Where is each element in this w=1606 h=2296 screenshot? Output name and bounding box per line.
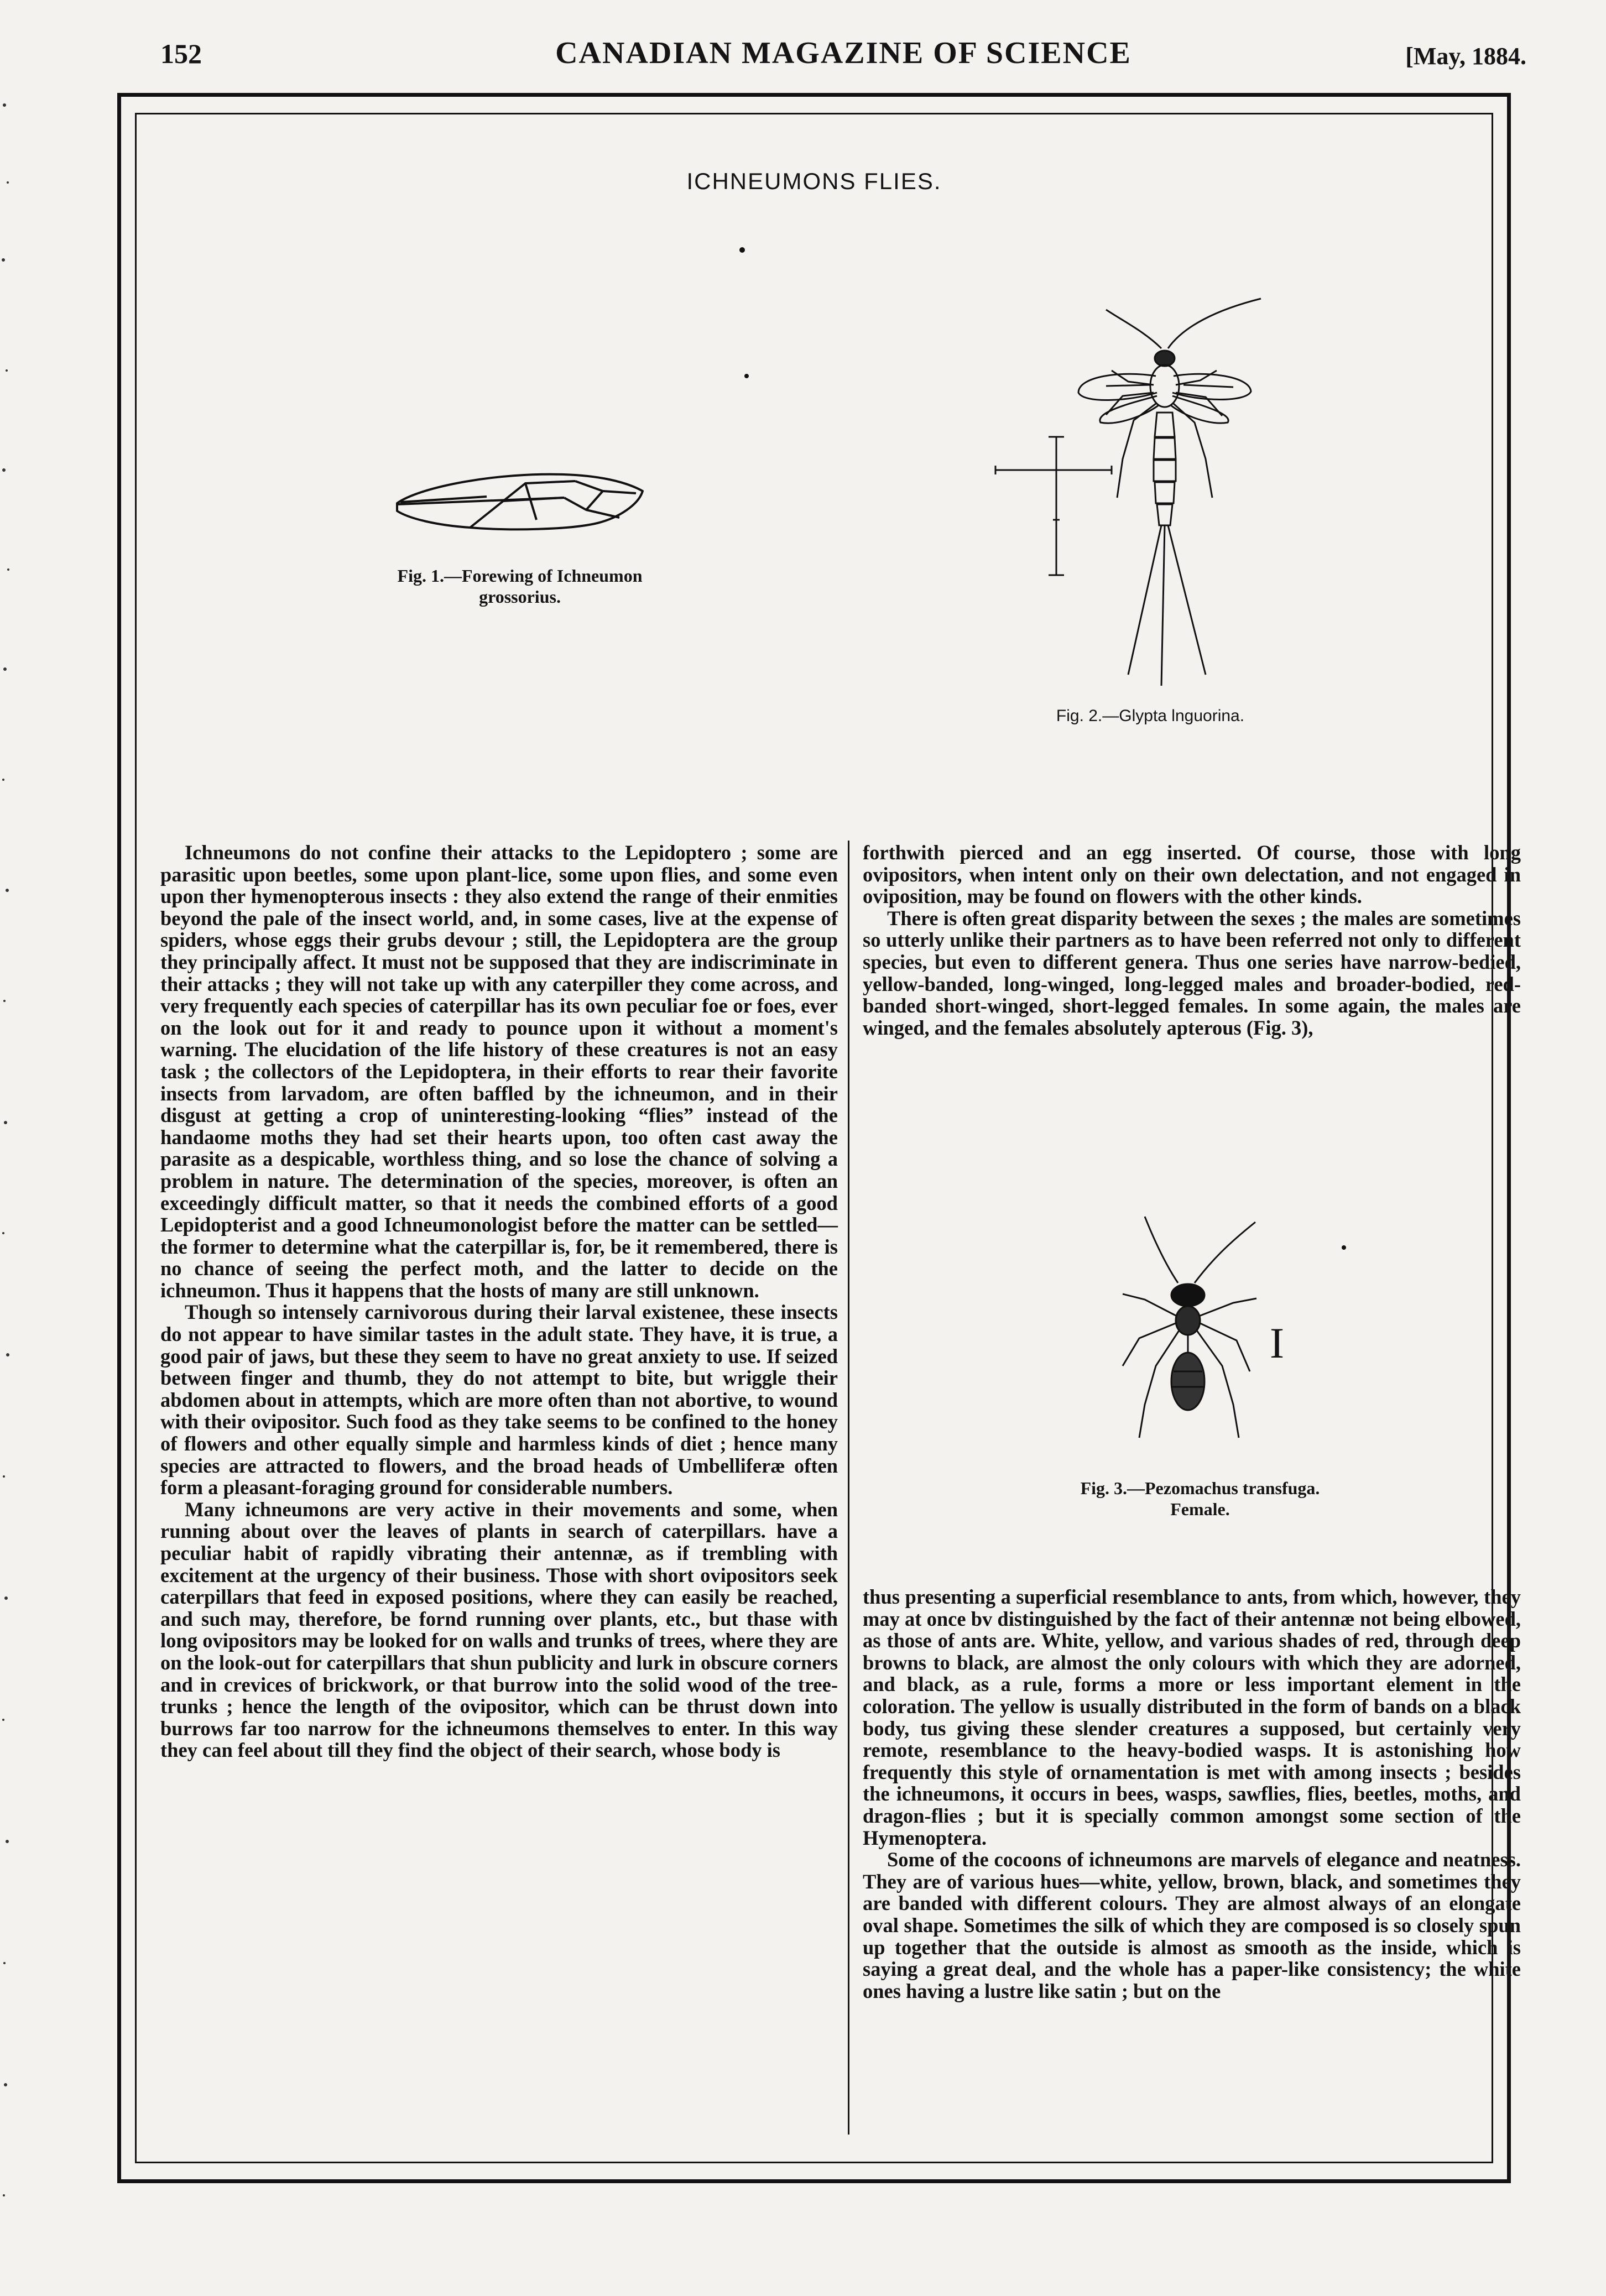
page-header: [160, 32, 1526, 76]
scale-mark: I: [1270, 1319, 1284, 1367]
left-paragraph-1: Ichneumons do not confine their attacks to the Lepidoptero ; some are parasitic upon beetles, some upon plant-lice, some upon flies, and some even upon ther hymenopterous insects : they also extend the range of their enmities beyond the pale of the insect world, and, in some cases, live at the expense of spiders, whose eggs their grubs devour ; still, the Lepidoptera are the group they principally affect. It must not be supposed that they are indiscriminate in their attacks ; they will not take up with any caterpiller they come across, and very frequently each species of caterpillar has its own peculiar foe or foes, ever on the look out for it and ready to pounce upon it without a moment's warning. The elucidation of the life history of these creatures is not an easy task ; the collectors of the Lepidoptera, in their efforts to rear their favorite insects from larvadom, are often baffled by the ichneumon, and in their disgust at getting a crop of uninteresting-looking “flies” instead of the handaome moths they had set their hearts upon, too often cast away the parasite as a despicable, worthless thing, and so lose the chance of solving a problem in nature. The determination of the species, moreover, is often an exceedingly difficult matter, so that it needs the combined efforts of a good Lepidopterist and a good Ichneumonologist before the matter can be settled—the former to determine what the caterpillar is, for, be it remembered, there is no chance of seeing the perfect moth, and the latter to decide on the ichneumon. Thus it happens that the hosts of many are still unknown.: [160, 841, 838, 1302]
figure-1-caption-line1: Fig. 1.—Forewing of Ichneumon: [397, 566, 643, 586]
running-title: CANADIAN MAGAZINE OF SCIENCE: [555, 36, 1132, 70]
left-paragraph-2: Though so intensely carnivorous during their larval existenee, these insects do not appear to have similar tastes in the adult state. They have, it is true, a good pair of jaws, but these they seem to have no great anxiety to use. If seized between finger and thumb, they do not attempt to bite, but wriggle their abdomen about in attempts, which are more often than not abortive, to wound with their ovipositor. Such food as they take seems to be confined to the honey of flowers and other equally simple and harmless kinds of diet ; hence many species are attracted to flowers, and the broad heads of Umbelliferæ often form a pleasant-foraging ground for considerable numbers.: [160, 1301, 838, 1499]
column-rule: [848, 841, 849, 2135]
right-paragraph-3: thus presenting a superficial resemblance to ants, from which, however, they may at once bv distinguished by the fact of their antennæ not being elbowed, as those of ants are. White, yellow, and various shades of red, through deep browns to black, are almost the only colours with which they are adorned, and black, as a rule, forms a more or less important element in the coloration. The yellow is usually distributed in the form of bands on a black body, tus giving these slender creatures a supposed, but certainly very remote, resemblance to the heavy-bodied wasps. It is astonishing how frequently this style of ornamentation is met with among insects ; besides the ichneumons, it occurs in bees, wasps, sawflies, flies, beetles, moths, and dragon-flies ; but it is specially common amongst some section of the Hymenoptera.: [863, 1585, 1521, 1849]
figure-3-caption-line2: Female.: [1170, 1499, 1230, 1519]
figure-2-caption: Fig. 2.—Glypta lnguorina.: [1056, 707, 1245, 725]
right-column-top: [863, 842, 1521, 1039]
glypta-illustration: [995, 288, 1294, 686]
left-paragraph-3: Many ichneumons are very active in their movements and some, when running about over the leaves of plants in search of caterpillars. have a peculiar habit of rapidly vibrating their antennæ, as if trembling with excitement at the urgency of their business. Those with short ovipositors seek caterpillars that feed in exposed positions, where they can easily be reached, and such may, therefore, be fornd running over plants, etc., but thase with long ovipositors may be looked for on walls and trunks of trees, where they are on the look-out for caterpillars that shun publicity and lurk in obscure corners and in crevices of brickwork, or that burrow into the solid wood of the tree-trunks ; hence the length of the ovipositor, which can be thrust down into burrows far too narrow for the ichneumons themselves to enter. In this way they can feel about till they find the object of their search, whose body is: [160, 1497, 838, 1762]
figure-3-caption: [1007, 1478, 1394, 1520]
right-paragraph-1: forthwith pierced and an egg inserted. Of course, those with long ovipositors, when intent only on their own delectation, and not engaged in oviposition, may be found on flowers with the other kinds.: [863, 841, 1521, 908]
figure-1-caption: [354, 565, 686, 607]
right-column-bottom: [863, 1586, 1521, 2002]
left-column: [160, 842, 838, 1761]
figure-1-caption-line2: grossorius.: [479, 587, 561, 607]
scan-edge-speckle: [0, 83, 17, 2240]
right-paragraph-2: There is often great disparity between the sexes ; the males are sometimes so utterly unlike their partners as to have been referred not only to different species, but even to different genera. Thus one series have narrow-bedied, yellow-banded, long-winged, long-legged males and broader-bodied, red-banded short-winged, short-legged females. In some again, the males are winged, and the females absolutely apterous (Fig. 3),: [863, 906, 1521, 1039]
right-paragraph-4: Some of the cocoons of ichneumons are marvels of elegance and neatness. They are of various hues—white, yellow, brown, black, and sometimes they are banded with different colours. They are almost always of an elongate oval shape. Sometimes the silk of which they are composed is so closely spun up together that the outside is almost as smooth as the inside, which is saying a great deal, and the whole has a paper-like consistency; the white ones having a lustre like satin ; but on the: [863, 1848, 1521, 2002]
pezomachus-illustration: [1112, 1206, 1355, 1460]
figure-3-caption-line1: Fig. 3.—Pezomachus transfuga.: [1080, 1478, 1320, 1498]
article-title: ICHNEUMONS FLIES.: [686, 168, 942, 194]
forewing-illustration: [387, 465, 647, 547]
print-speck: [739, 243, 750, 387]
page-number: 152: [160, 38, 202, 69]
issue-date: [May, 1884.: [1405, 43, 1526, 70]
